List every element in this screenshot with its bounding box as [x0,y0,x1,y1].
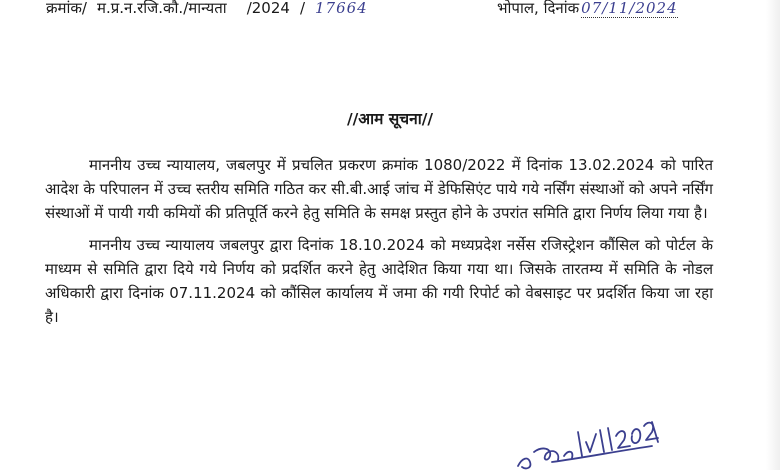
ref-section: मान्यता [188,0,227,17]
notice-body [45,153,713,336]
ref-year: 2024 [251,0,290,17]
place-date-line [497,0,678,18]
ref-prefix: म.प्र.न.रजि.कौ. [96,0,184,17]
ref-label: क्रमांक [46,0,82,17]
place: भोपाल, [497,0,539,17]
date-label: दिनांक [543,0,580,17]
handwritten-signature [512,412,662,470]
date-handwritten: 07/11/2024 [581,0,678,17]
paragraph-1: माननीय उच्च न्यायालय, जबलपुर में प्रचलित प्रकरण क्रमांक 1080/2022 में दिनांक 13.02.2024 को पारित आदेश के परिपालन में उच्च स्तरीय समिति गठित कर सी.बी.आई जांच में डेफिसिएंट पाये गये नर्सिंग संस्थाओं को अपने नर्सिंग संस्थाओं में पायी गयी कमियों की प्रतिपूर्ति करने हेतु समिति के समक्ष प्रस्तुत होने के उपरांत समिति द्वारा निर्णय लिया गया है। [45,156,713,223]
reference-number-line: क्रमांक/ म.प्र.न.रजि.कौ./मान्यता /2024 / 17664 [46,0,368,17]
date-field [581,0,677,18]
ref-number-handwritten: 17664 [315,0,368,17]
notice-title: //आम सूचना// [346,110,434,128]
paragraph-2: माननीय उच्च न्यायालय जबलपुर द्वारा दिनांक 18.10.2024 को मध्यप्रदेश नर्सेस रजिस्ट्रेशन कौंसिल को पोर्टल के माध्यम से समिति द्वारा दिये गये निर्णय को प्रदर्शित करने हेतु आदेशित किया गया था। जिसके तारतम्य में समिति के नोडल अधिकारी द्वारा दिनांक 07.11.2024 को कौंसिल कार्यालय में जमा की गयी रिपोर्ट को वेबसाइट पर प्रदर्शित किया जा रहा है। [45,235,713,327]
scan-edge-shadow [766,0,780,470]
